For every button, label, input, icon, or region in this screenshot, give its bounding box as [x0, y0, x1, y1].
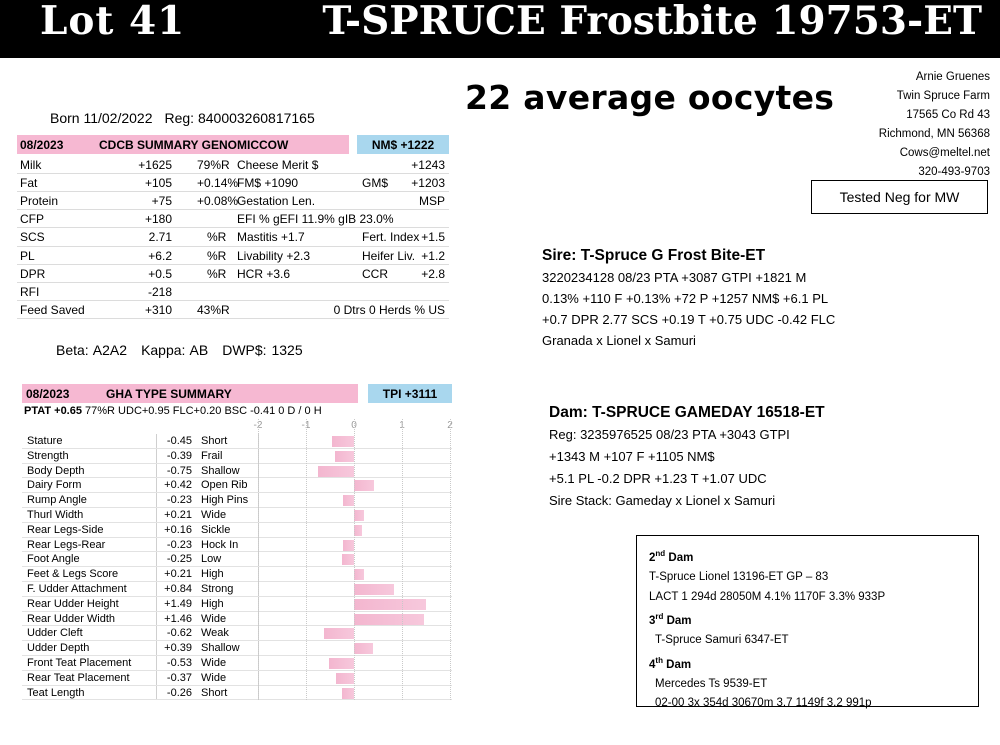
trait-name: Rear Udder Width — [27, 612, 116, 625]
cdcb-cell: PL — [20, 249, 35, 263]
cdcb-date: 08/2023 — [17, 135, 77, 154]
oocyte-headline: 22 average oocytes — [465, 78, 835, 117]
cdcb-row — [17, 301, 449, 319]
farm-email: Cows@meltel.net — [899, 147, 990, 159]
trait-row — [22, 449, 452, 464]
trait-value: +0.16 — [164, 523, 192, 536]
trait-descriptor: Wide — [201, 671, 227, 684]
trait-value: +0.21 — [164, 508, 192, 521]
trait-descriptor: Shallow — [201, 464, 240, 477]
trait-value: +0.21 — [164, 568, 192, 581]
trait-name: Teat Length — [27, 686, 85, 699]
trait-descriptor: Sickle — [201, 523, 231, 536]
sire-line: +0.7 DPR 2.77 SCS +0.19 T +0.75 UDC -0.42 FLC — [542, 312, 836, 327]
trait-name: Rear Teat Placement — [27, 671, 130, 684]
trait-descriptor: Wide — [201, 612, 227, 625]
trait-row — [22, 478, 452, 493]
trait-value: -0.45 — [166, 435, 192, 447]
trait-value: -0.25 — [166, 553, 192, 566]
axis-tick-label: -2 — [253, 420, 263, 431]
cdcb-cell: +0.5 — [148, 267, 172, 281]
trait-name: Feet & Legs Score — [27, 568, 119, 581]
trait-row — [22, 612, 452, 627]
gridline — [354, 419, 355, 700]
trait-descriptor: Open Rib — [201, 479, 248, 492]
cdcb-cell: SCS — [20, 230, 45, 244]
dam3-label: 3rd Dam — [649, 612, 692, 627]
ptat-details: 77%R UDC+0.95 FLC+0.20 BSC -0.41 0 D / 0 H — [81, 405, 322, 417]
trait-bar — [354, 510, 364, 521]
cdcb-row — [17, 192, 449, 210]
sire-line: 0.13% +110 F +0.13% +72 P +1257 NM$ +6.1 PL — [542, 291, 829, 306]
trait-bar — [354, 569, 364, 580]
cdcb-cell: 79%R — [197, 158, 230, 172]
dam2-name: T-Spruce Lionel 13196-ET GP – 83 — [649, 571, 829, 584]
trait-descriptor: Wide — [201, 508, 227, 521]
trait-descriptor: Frail — [201, 449, 223, 462]
birth-info — [50, 110, 315, 126]
axis-tick-label: 2 — [447, 420, 453, 431]
cdcb-summary-table — [17, 135, 449, 319]
trait-bar — [343, 495, 354, 506]
trait-bar — [332, 436, 354, 447]
cdcb-cell: Cheese Merit $ — [237, 158, 319, 172]
cdcb-cell: DPR — [20, 267, 46, 281]
trait-value: -0.39 — [166, 449, 192, 462]
ptat-line — [22, 403, 452, 420]
cdcb-cell: RFI — [20, 285, 40, 299]
trait-bar — [336, 673, 354, 684]
cdcb-cell: Fert. Index — [362, 230, 420, 244]
dam-line: +5.1 PL -0.2 DPR +1.23 T +1.07 UDC — [549, 471, 767, 486]
trait-bar — [354, 599, 426, 610]
trait-descriptor: High Pins — [201, 494, 249, 507]
cdcb-cell: CCR — [362, 267, 388, 281]
gha-header — [22, 384, 452, 403]
trait-bar — [342, 554, 354, 565]
dam4-record: 02-00 3x 354d 30670m 3.7 1149f 3.2 991p — [655, 697, 872, 710]
cdcb-cell: Feed Saved — [20, 303, 85, 317]
type-summary-chart — [22, 384, 452, 700]
cdcb-row — [17, 156, 449, 174]
cdcb-row — [17, 283, 449, 301]
cdcb-cell: 2.71 — [148, 230, 172, 244]
trait-name: Dairy Form — [27, 479, 82, 492]
trait-value: -0.53 — [166, 656, 192, 669]
lot-header-bar — [0, 0, 1000, 58]
cdcb-cell: -218 — [147, 285, 172, 299]
type-axis — [22, 420, 452, 434]
cdcb-row — [17, 210, 449, 228]
trait-descriptor: Short — [201, 686, 228, 699]
gha-date: 08/2023 — [22, 384, 82, 403]
trait-name: Rear Udder Height — [27, 597, 119, 610]
cdcb-cell: +0.08% — [197, 194, 239, 208]
trait-value: -0.62 — [166, 627, 192, 640]
trait-bar — [335, 451, 354, 462]
trait-row — [22, 493, 452, 508]
cdcb-row — [17, 247, 449, 265]
cdcb-cell: +1625 — [138, 158, 172, 172]
trait-name: Strength — [27, 449, 69, 462]
ptat-value: PTAT +0.65 — [24, 405, 82, 417]
cdcb-cell: +6.2 — [148, 249, 172, 263]
cdcb-cell: +2.8 — [421, 267, 445, 281]
sire-line: 3220234128 08/23 PTA +3087 GTPI +1821 M — [542, 270, 807, 285]
maternal-pedigree-box — [636, 535, 979, 710]
cdcb-nm-badge: NM$ +1222 — [357, 135, 449, 154]
beta-casein: Beta: A2A2 — [56, 342, 128, 358]
dam4-label: 4th Dam — [649, 655, 692, 671]
birth-date: Born 11/02/2022 — [50, 110, 153, 126]
trait-name: Front Teat Placement — [27, 656, 132, 669]
trait-value: +1.46 — [164, 612, 192, 625]
cdcb-cell: %R — [207, 249, 227, 263]
trait-bar — [354, 480, 374, 491]
axis-tick-label: 1 — [399, 420, 405, 431]
trait-value: -0.37 — [166, 671, 192, 684]
trait-row — [22, 626, 452, 641]
trait-value: -0.75 — [166, 464, 192, 477]
trait-bar — [354, 614, 424, 625]
dam-heading: Dam: T-SPRUCE GAMEDAY 16518-ET — [549, 404, 825, 421]
trait-name: Body Depth — [27, 464, 85, 477]
cdcb-cell: +1243 — [411, 158, 445, 172]
cdcb-cell: Livability +2.3 — [237, 249, 311, 263]
type-trait-rows — [22, 434, 452, 700]
cdcb-cell: Heifer Liv. — [362, 249, 416, 263]
trait-name: Foot Angle — [27, 553, 80, 566]
trait-name: Rear Legs-Side — [27, 523, 104, 536]
sire-heading: Sire: T-Spruce G Frost Bite-ET — [542, 247, 766, 264]
cdcb-cell: Protein — [20, 194, 59, 208]
trait-row — [22, 538, 452, 553]
cdcb-cell: MSP — [418, 194, 445, 208]
cdcb-header — [17, 135, 449, 154]
cdcb-row — [17, 228, 449, 247]
farm-name: Twin Spruce Farm — [896, 90, 990, 102]
trait-value: -0.26 — [166, 686, 192, 699]
cdcb-cell: CFP — [20, 212, 44, 226]
trait-value: -0.23 — [166, 538, 192, 551]
trait-value: -0.23 — [166, 494, 192, 507]
cdcb-cell: +1.5 — [421, 230, 445, 244]
trait-row — [22, 671, 452, 686]
cdcb-cell: 43%R — [197, 303, 230, 317]
trait-bar — [354, 525, 362, 536]
dam-line: Reg: 3235976525 08/23 PTA +3043 GTPI — [549, 427, 790, 442]
cdcb-cell: 0 Dtrs 0 Herds % US — [333, 303, 445, 317]
farm-city: Richmond, MN 56368 — [878, 128, 990, 140]
dam-line: +1343 M +107 F +1105 NM$ — [549, 449, 715, 464]
cdcb-cell: +105 — [144, 176, 172, 190]
trait-descriptor: Short — [201, 435, 228, 447]
cdcb-cell: +1.2 — [421, 249, 445, 263]
mw-test-box: Tested Neg for MW — [811, 180, 988, 214]
cdcb-cell: +310 — [144, 303, 172, 317]
trait-bar — [342, 688, 354, 699]
trait-bar — [343, 540, 354, 551]
kappa-casein: Kappa: AB — [141, 342, 209, 358]
cdcb-cell: Gestation Len. — [237, 194, 316, 208]
dam2-label: 2nd Dam — [649, 549, 694, 564]
trait-row — [22, 508, 452, 523]
cdcb-cell: HCR +3.6 — [237, 267, 291, 281]
trait-name: Rump Angle — [27, 494, 87, 507]
trait-row — [22, 641, 452, 656]
dam4-name: Mercedes Ts 9539-ET — [655, 677, 768, 690]
trait-descriptor: High — [201, 568, 224, 581]
cdcb-cell: FM$ +1090 — [237, 176, 299, 190]
trait-row — [22, 597, 452, 612]
trait-value: +0.42 — [164, 479, 192, 492]
lot-number: Lot 41 — [40, 0, 186, 44]
cdcb-cell: %R — [207, 267, 227, 281]
trait-name: Stature — [27, 435, 63, 447]
cdcb-cell: +0.14% — [197, 176, 239, 190]
cdcb-cell: GM$ — [362, 176, 389, 190]
trait-name: Udder Cleft — [27, 627, 83, 640]
tpi-badge: TPI +3111 — [368, 384, 452, 403]
cdcb-cell: Milk — [20, 158, 42, 172]
sire-line: Granada x Lionel x Samuri — [542, 333, 696, 348]
trait-descriptor: Wide — [201, 656, 227, 669]
animal-name: T-SPRUCE Frostbite 19753-ET — [322, 0, 982, 44]
trait-row — [22, 523, 452, 538]
trait-row — [22, 567, 452, 582]
trait-row — [22, 656, 452, 671]
trait-row — [22, 686, 452, 701]
trait-name: F. Udder Attachment — [27, 582, 127, 595]
dam2-record: LACT 1 294d 28050M 4.1% 1170F 3.3% 933P — [649, 590, 886, 603]
dam-line: Sire Stack: Gameday x Lionel x Samuri — [549, 493, 776, 508]
cdcb-cell: +1203 — [411, 176, 445, 190]
trait-bar — [324, 628, 354, 639]
dam3-name: T-Spruce Samuri 6347-ET — [655, 634, 789, 647]
trait-descriptor: Shallow — [201, 642, 240, 655]
trait-row — [22, 552, 452, 567]
cdcb-title: CDCB SUMMARY GENOMICCOW — [77, 135, 349, 154]
trait-descriptor: Low — [201, 553, 222, 566]
trait-descriptor: Strong — [201, 582, 234, 595]
gridline — [306, 419, 307, 700]
cdcb-row — [17, 265, 449, 283]
cdcb-cell: Fat — [20, 176, 38, 190]
farm-phone: 320-493-9703 — [918, 166, 990, 178]
trait-bar — [329, 658, 354, 669]
dwp-value: DWP$: 1325 — [222, 342, 303, 358]
cdcb-rows — [17, 156, 449, 319]
cdcb-row — [17, 174, 449, 192]
trait-bar — [354, 584, 394, 595]
axis-tick-label: -1 — [301, 420, 311, 431]
trait-row — [22, 582, 452, 597]
trait-name: Udder Depth — [27, 642, 90, 655]
trait-descriptor: Weak — [201, 627, 229, 640]
trait-value: +0.39 — [164, 642, 192, 655]
farm-contact — [879, 68, 990, 182]
axis-tick-label: 0 — [351, 420, 357, 431]
cdcb-cell: +75 — [151, 194, 172, 208]
registration-number: Reg: 840003260817165 — [164, 110, 315, 126]
gridline — [258, 419, 259, 700]
trait-value: +1.49 — [164, 597, 192, 610]
cdcb-cell: +180 — [144, 212, 172, 226]
trait-value: +0.84 — [164, 582, 192, 595]
dam-section — [549, 402, 825, 512]
gridline — [450, 419, 451, 700]
sire-section — [542, 245, 835, 351]
cdcb-cell: EFI % gEFI 11.9% gIB 23.0% — [237, 212, 394, 226]
trait-row — [22, 434, 452, 449]
trait-bar — [318, 466, 354, 477]
trait-descriptor: High — [201, 597, 224, 610]
cdcb-cell: %R — [207, 230, 227, 244]
trait-name: Thurl Width — [27, 508, 84, 521]
trait-descriptor: Hock In — [201, 538, 239, 551]
trait-name: Rear Legs-Rear — [27, 538, 106, 551]
trait-row — [22, 464, 452, 479]
cdcb-cell: Mastitis +1.7 — [237, 230, 305, 244]
gridline — [402, 419, 403, 700]
farm-address: 17565 Co Rd 43 — [906, 109, 990, 121]
owner-name: Arnie Gruenes — [915, 71, 990, 83]
gha-title: GHA TYPE SUMMARY — [82, 384, 358, 403]
genomic-markers — [56, 342, 303, 358]
trait-bar — [354, 643, 373, 654]
